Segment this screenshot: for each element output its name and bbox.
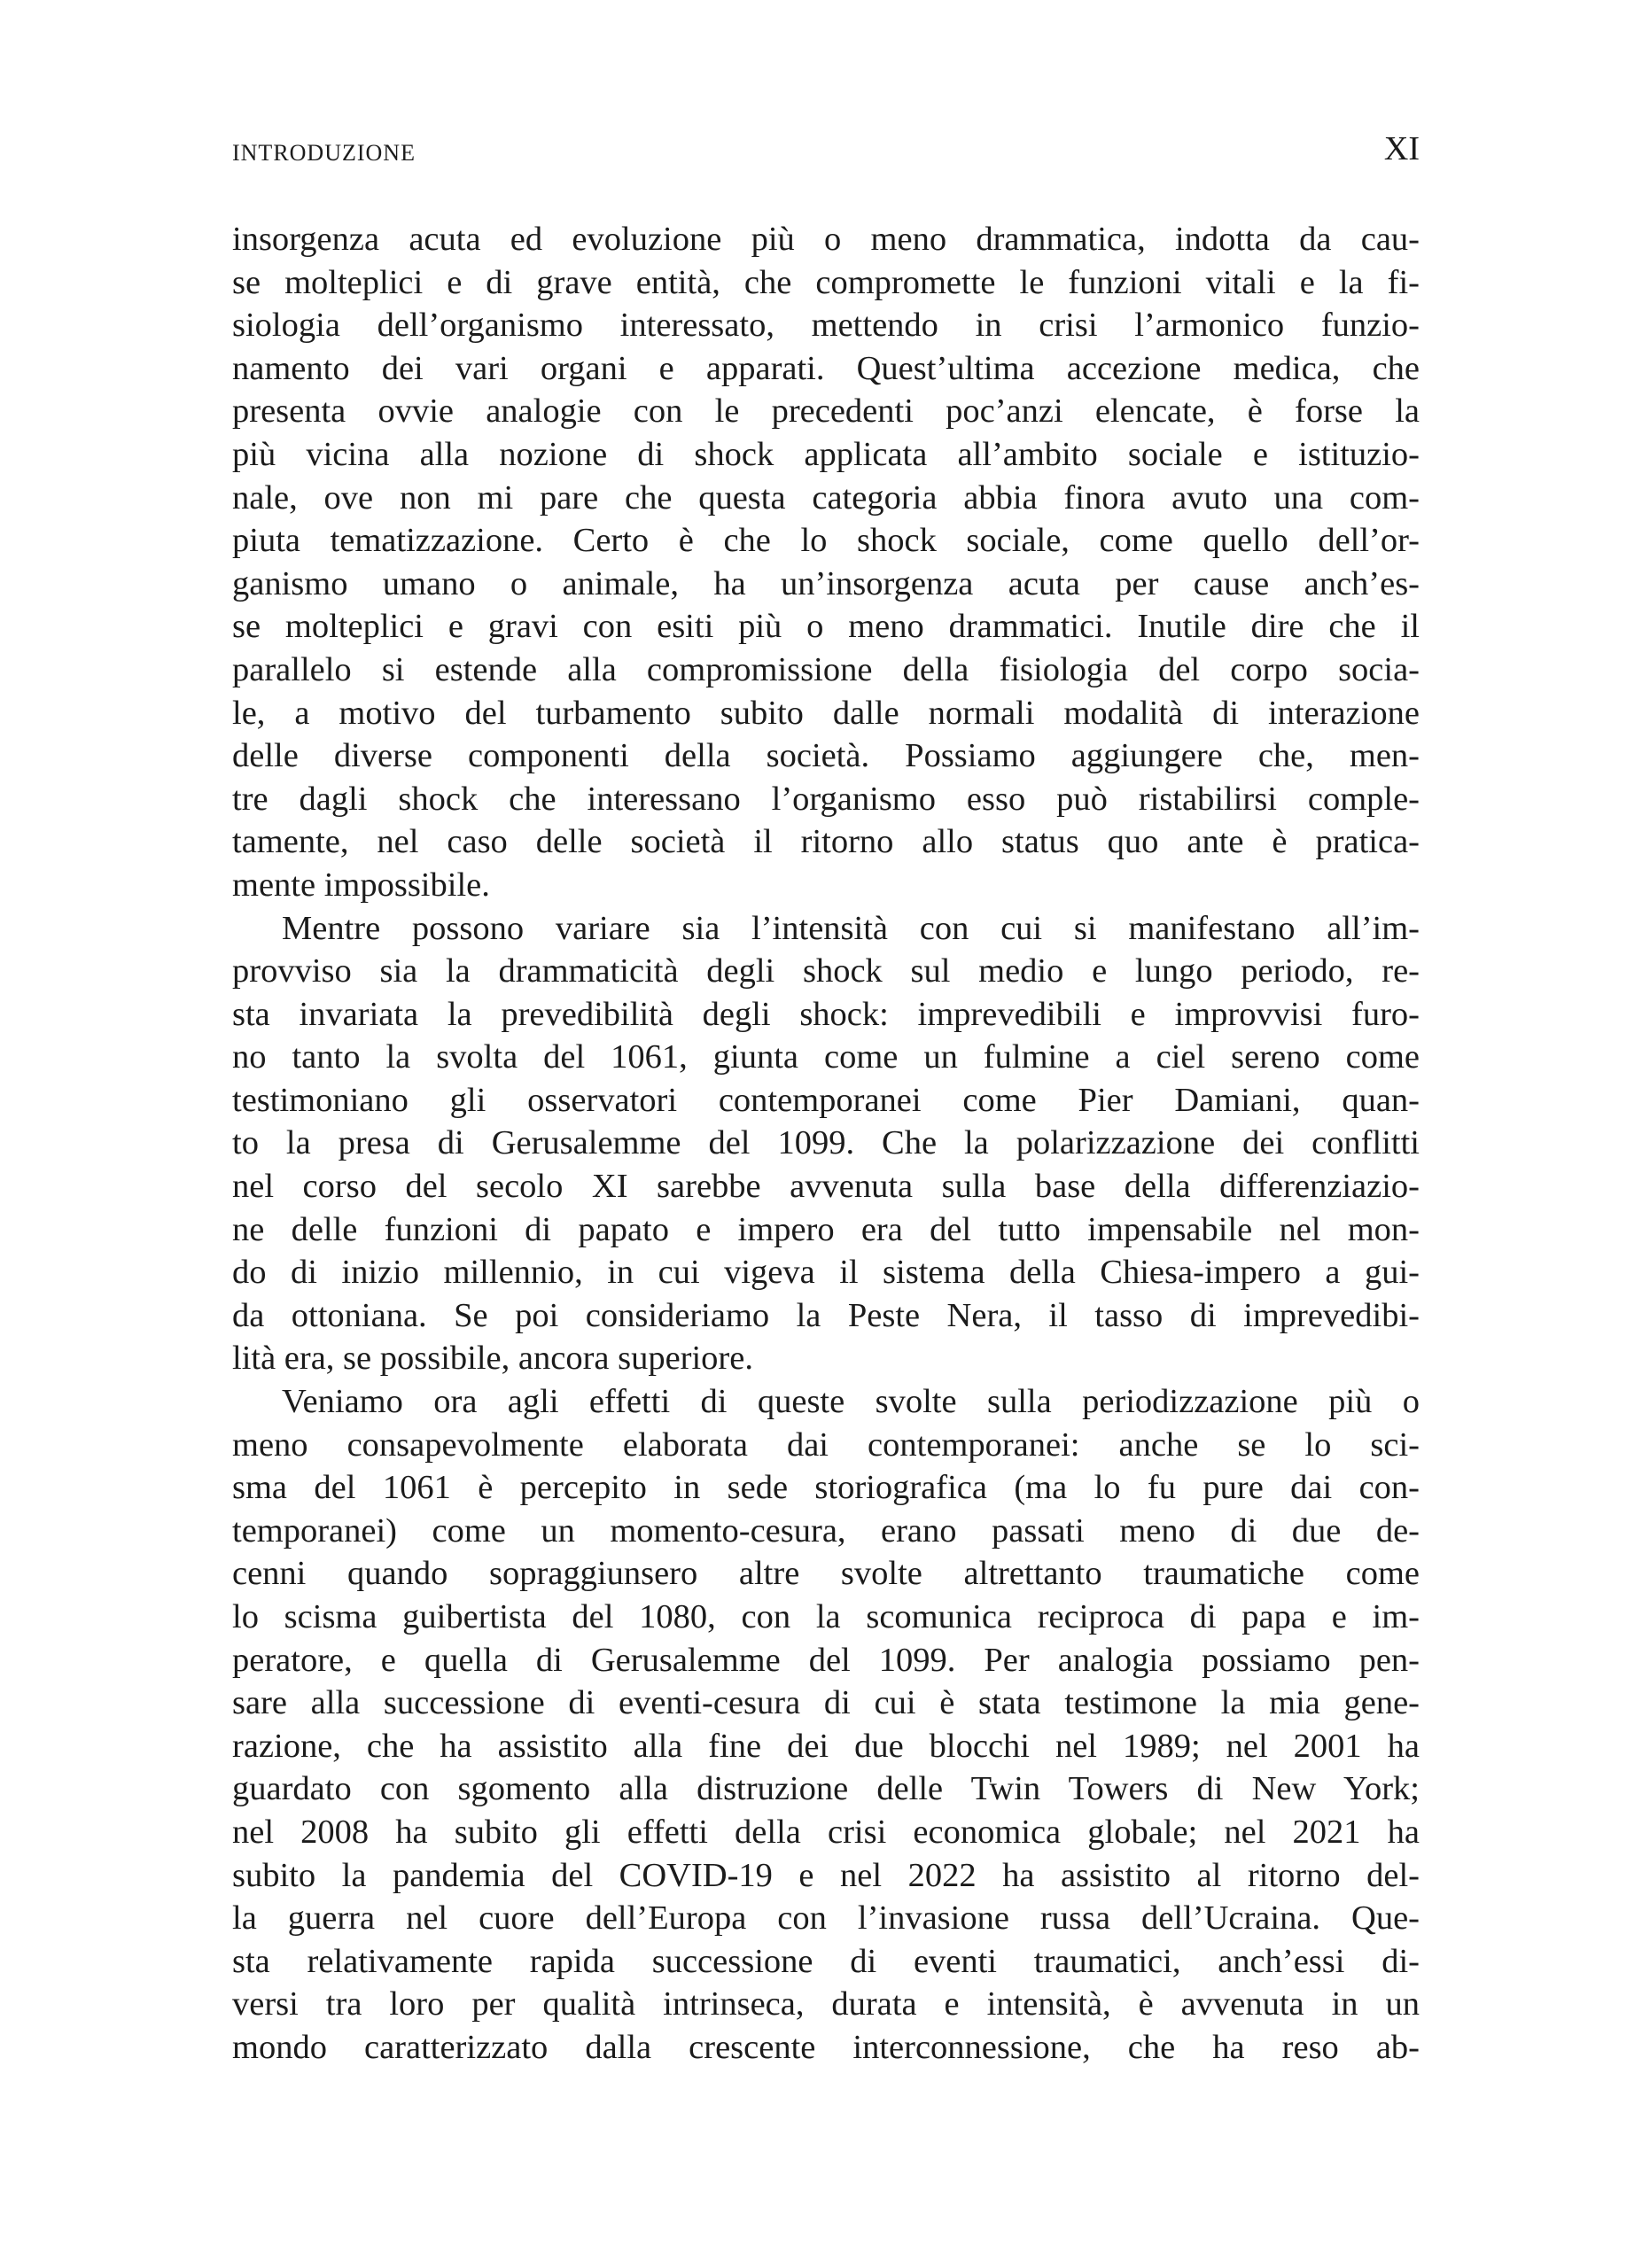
text-line: sma del 1061 è percepito in sede storiografica (ma lo fu pure dai con- [232,1469,1420,1507]
text-line: cenni quando sopraggiunsero altre svolte altrettanto traumatiche come [232,1555,1420,1593]
text-line: to la presa di Gerusalemme del 1099. Che la polarizzazione dei conflitti [232,1124,1420,1162]
text-line: sta relativamente rapida successione di eventi traumatici, anch’essi di- [232,1942,1420,1980]
text-line: guardato con sgomento alla distruzione delle Twin Towers di New York; [232,1770,1420,1808]
text-line: parallelo si estende alla compromissione della fisiologia del corpo socia- [232,650,1420,688]
text-line: lità era, se possibile, ancora superiore. [232,1340,753,1378]
text-line: peratore, e quella di Gerusalemme del 1099. Per analogia possiamo pen- [232,1641,1420,1679]
text-line: nale, ove non mi pare che questa categoria abbia finora avuto una com- [232,478,1420,517]
text-line: piuta tematizzazione. Certo è che lo shock sociale, come quello dell’or- [232,522,1420,560]
text-line: la guerra nel cuore dell’Europa con l’invasione russa dell’Ucraina. Que- [232,1899,1420,1938]
text-line: ganismo umano o animale, ha un’insorgenza acuta per cause anch’es- [232,564,1420,602]
text-line: meno consapevolmente elaborata dai contemporanei: anche se lo sci- [232,1425,1420,1464]
text-line: sta invariata la prevedibilità degli shock: imprevedibili e improvvisi furo- [232,995,1420,1033]
text-line: se molteplici e gravi con esiti più o meno drammatici. Inutile dire che il [232,608,1420,646]
text-line: da ottoniana. Se poi consideriamo la Peste Nera, il tasso di imprevedibi- [232,1296,1420,1334]
text-line: versi tra loro per qualità intrinseca, durata e intensità, è avvenuta in un [232,1985,1420,2023]
text-line: insorgenza acuta ed evoluzione più o meno drammatica, indotta da cau- [232,221,1420,258]
text-line: mondo caratterizzato dalla crescente interconnessione, che ha reso ab- [232,2028,1420,2066]
text-line: testimoniano gli osservatori contemporanei come Pier Damiani, quan- [232,1081,1420,1119]
text-line: più vicina alla nozione di shock applicata all’ambito sociale e istituzio- [232,435,1420,473]
text-line: ne delle funzioni di papato e impero era del tutto impensabile nel mon- [232,1210,1420,1248]
text-line: se molteplici e di grave entità, che compromette le funzioni vitali e la fi- [232,263,1420,301]
paragraph-2 [232,907,1420,1381]
text-line: Mentre possono variare sia l’intensità con cui si manifestano all’im- [282,909,1420,947]
text-line: siologia dell’organismo interessato, mettendo in crisi l’armonico funzio- [232,307,1420,345]
text-line: Veniamo ora agli effetti di queste svolte sulla periodizzazione più o [282,1383,1420,1421]
text-line: subito la pandemia del COVID-19 e nel 2022 ha assistito al ritorno del- [232,1856,1420,1894]
text-line: delle diverse componenti della società. Possiamo aggiungere che, men- [232,737,1420,775]
paragraph-1 [232,218,1420,907]
text-line: namento dei vari organi e apparati. Quest’ultima accezione medica, che [232,349,1420,387]
text-line: presenta ovvie analogie con le precedenti poc’anzi elencate, è forse la [232,392,1420,431]
running-head [232,131,1420,174]
text-line: sare alla successione di eventi-cesura di cui è stata testimone la mia gene- [232,1684,1420,1722]
text-line: lo scisma guibertista del 1080, con la scomunica reciproca di papa e im- [232,1598,1420,1635]
text-line: no tanto la svolta del 1061, giunta come un fulmine a ciel sereno come [232,1038,1420,1076]
text-line: temporanei) come un momento-cesura, erano passati meno di due de- [232,1511,1420,1550]
text-line: tre dagli shock che interessano l’organismo esso può ristabilirsi comple- [232,780,1420,818]
body-text [232,218,1420,2070]
page-number: XI [1383,130,1420,167]
paragraph-3 [232,1380,1420,2070]
text-line: nel 2008 ha subito gli effetti della crisi economica globale; nel 2021 ha [232,1813,1420,1851]
text-line: nel corso del secolo XI sarebbe avvenuta sulla base della differenziazio- [232,1168,1420,1206]
section-title: INTRODUZIONE [232,140,416,166]
text-line: provviso sia la drammaticità degli shock sul medio e lungo periodo, re- [232,952,1420,990]
text-line: mente impossibile. [232,866,490,904]
text-line: do di inizio millennio, in cui vigeva il sistema della Chiesa-impero a gui- [232,1254,1420,1292]
text-line: le, a motivo del turbamento subito dalle normali modalità di interazione [232,694,1420,732]
text-line: tamente, nel caso delle società il ritorno allo status quo ante è pratica- [232,823,1420,861]
text-line: razione, che ha assistito alla fine dei due blocchi nel 1989; nel 2001 ha [232,1727,1420,1765]
